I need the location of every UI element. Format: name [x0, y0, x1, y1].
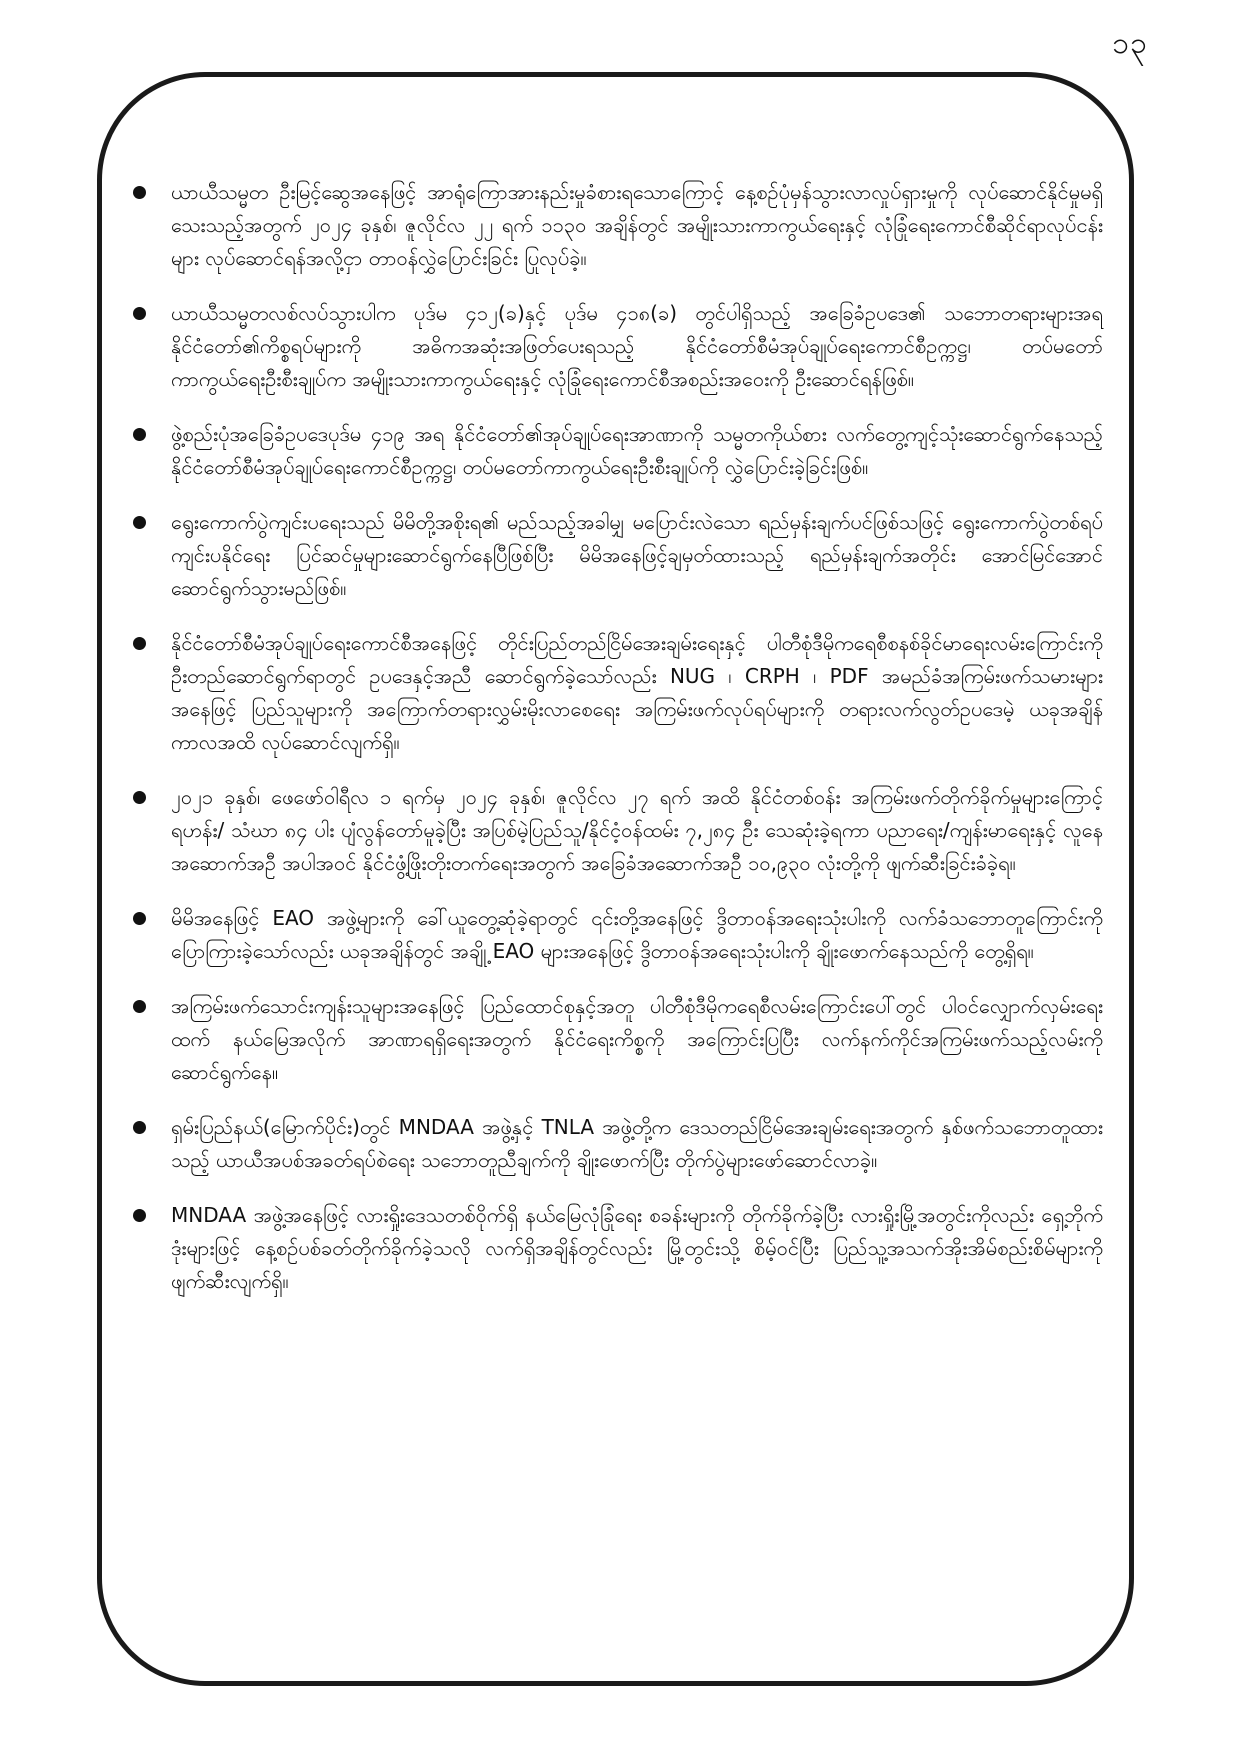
- bullet-dot-icon: [133, 1209, 146, 1222]
- list-item: [128, 418, 1103, 484]
- list-item: [128, 902, 1103, 968]
- list-item: [128, 297, 1103, 396]
- list-item: [128, 506, 1103, 605]
- bullet-dot-icon: [133, 637, 146, 650]
- bullet-list: [128, 176, 1103, 1320]
- list-item-text: ယာယီသမ္မတလစ်လပ်သွားပါက ပုဒ်မ ၄၁၂(ခ)နှင့် ပုဒ်မ ၄၁၈(ခ) တွင်ပါရှိသည့် အခြေခံဥပဒေ၏ သဘောတရားများအရ နိုင်ငံတော်၏ကိစ္စရပ်များကို အဓိကအဆုံးအဖြတ်ပေးရသည့် နိုင်ငံတော်စီမံအုပ်ချုပ်ရေးကောင်စီဥက္ကဋ္ဌ၊ တပ်မတော်ကာကွယ်ရေးဦးစီးချုပ်က အမျိုးသားကာကွယ်ရေးနှင့် လုံခြုံရေးကောင်စီအစည်းအဝေးကို ဦးဆောင်ရန်ဖြစ်။: [171, 301, 1103, 391]
- list-item-text: ရှမ်းပြည်နယ်(မြောက်ပိုင်း)တွင် MNDAA အဖွဲ့နှင့် TNLA အဖွဲ့တို့က ဒေသတည်ငြိမ်အေးချမ်းရေးအတွက် နှစ်ဖက်သဘောတူထားသည့် ယာယီအပစ်အခတ်ရပ်စဲရေး သဘောတူညီချက်ကို ချိုးဖောက်ပြီး တိုက်ပွဲများဖော်ဆောင်လာခဲ့။: [171, 1115, 1103, 1172]
- bullet-dot-icon: [133, 516, 146, 529]
- list-item: [128, 1111, 1103, 1177]
- list-item-text: ဖွဲ့စည်းပုံအခြေခံဥပဒေပုဒ်မ ၄၁၉ အရ နိုင်ငံတော်၏အုပ်ချုပ်ရေးအာဏာကို သမ္မတကိုယ်စား လက်တွေ့ကျင့်သုံးဆောင်ရွက်နေသည့် နိုင်ငံတော်စီမံအုပ်ချုပ်ရေးကောင်စီဥက္ကဋ္ဌ၊ တပ်မတော်ကာကွယ်ရေးဦးစီးချုပ်ကို လွှဲပြောင်းခဲ့ခြင်းဖြစ်။: [171, 422, 1103, 479]
- list-item-text: နိုင်ငံတော်စီမံအုပ်ချုပ်ရေးကောင်စီအနေဖြင့် တိုင်းပြည်တည်ငြိမ်အေးချမ်းရေးနှင့် ပါတီစုံဒီမိုကရေစီစနစ်ခိုင်မာရေးလမ်းကြောင်းကို ဦးတည်ဆောင်ရွက်ရာတွင် ဥပဒေနှင့်အညီ ဆောင်ရွက်ခဲ့သော်လည်း NUG ၊ CRPH ၊ PDF အမည်ခံအကြမ်းဖက်သမားများအနေဖြင့် ပြည်သူများကို အကြောက်တရားလွှမ်းမိုးလာစေရေး အကြမ်းဖက်လုပ်ရပ်များကို တရားလက်လွတ်ဥပဒေမဲ့ ယခုအချိန်ကာလအထိ လုပ်ဆောင်လျက်ရှိ။: [171, 631, 1103, 754]
- list-item: [128, 176, 1103, 275]
- bullet-dot-icon: [133, 912, 146, 925]
- list-item: [128, 781, 1103, 880]
- list-item: [128, 627, 1103, 759]
- page-number: ၁၃: [1112, 26, 1148, 61]
- bullet-dot-icon: [133, 791, 146, 804]
- list-item-text: ရွေးကောက်ပွဲကျင်းပရေးသည် မိမိတို့အစိုးရ၏ မည်သည့်အခါမျှ မပြောင်းလဲသော ရည်မှန်းချက်ပင်ဖြစ်သဖြင့် ရွေးကောက်ပွဲတစ်ရပ်ကျင်းပနိုင်ရေး ပြင်ဆင်မှုများဆောင်ရွက်နေပြီဖြစ်ပြီး မိမိအနေဖြင့်ချမှတ်ထားသည့် ရည်မှန်းချက်အတိုင်း အောင်မြင်အောင် ဆောင်ရွက်သွားမည်ဖြစ်။: [171, 510, 1103, 600]
- bullet-dot-icon: [133, 1000, 146, 1013]
- bullet-dot-icon: [133, 1121, 146, 1134]
- bullet-dot-icon: [133, 186, 146, 199]
- list-item-text: မိမိအနေဖြင့် EAO အဖွဲ့များကို ခေါ်ယူတွေ့ဆုံခဲ့ရာတွင် ၎င်းတို့အနေဖြင့် ဒွိတာဝန်အရေးသုံးပါးကို လက်ခံသဘောတူကြောင်းကို ပြောကြားခဲ့သော်လည်း ယခုအချိန်တွင် အချို့ EAO များအနေဖြင့် ဒွိတာဝန်အရေးသုံးပါးကို ချိုးဖောက်နေသည်ကို တွေ့ရှိရ။: [171, 906, 1103, 963]
- bullet-dot-icon: [133, 428, 146, 441]
- list-item-text: MNDAA အဖွဲ့အနေဖြင့် လားရှိုးဒေသတစ်ဝိုက်ရှိ နယ်မြေလုံခြုံရေး စခန်းများကို တိုက်ခိုက်ခဲ့ပြီး လားရှိုးမြို့အတွင်းကိုလည်း ရှေ့ဘိုက်ဒုံးများဖြင့် နေ့စဉ်ပစ်ခတ်တိုက်ခိုက်ခဲ့သလို လက်ရှိအချိန်တွင်လည်း မြို့တွင်းသို့ စိမ့်ဝင်ပြီး ပြည်သူ့အသက်အိုးအိမ်စည်းစိမ်များကို ဖျက်ဆီးလျက်ရှိ။: [171, 1203, 1103, 1293]
- list-item: [128, 1199, 1103, 1298]
- list-item-text: ယာယီသမ္မတ ဦးမြင့်ဆွေအနေဖြင့် အာရုံကြောအားနည်းမှုခံစားရသောကြောင့် နေ့စဉ်ပုံမှန်သွားလာလှုပ်ရှားမှုကို လုပ်ဆောင်နိုင်မှုမရှိသေးသည့်အတွက် ၂၀၂၄ ခုနှစ်၊ ဇူလိုင်လ ၂၂ ရက် ၁၁၃၀ အချိန်တွင် အမျိုးသားကာကွယ်ရေးနှင့် လုံခြုံရေးကောင်စီဆိုင်ရာလုပ်ငန်းများ လုပ်ဆောင်ရန်အလို့ငှာ တာဝန်လွှဲပြောင်းခြင်း ပြုလုပ်ခဲ့။: [171, 180, 1103, 270]
- bullet-dot-icon: [133, 307, 146, 320]
- list-item: [128, 990, 1103, 1089]
- list-item-text: ၂၀၂၁ ခုနှစ်၊ ဖေဖော်ဝါရီလ ၁ ရက်မှ ၂၀၂၄ ခုနှစ်၊ ဇူလိုင်လ ၂၇ ရက် အထိ နိုင်ငံတစ်ဝန်း အကြမ်းဖက်တိုက်ခိုက်မှုများကြောင့် ရဟန်း/ သံဃာ ၈၄ ပါး ပျံလွန်တော်မူခဲ့ပြီး အပြစ်မဲ့ပြည်သူ/နိုင်ငံ့ဝန်ထမ်း ၇,၂၈၄ ဦး သေဆုံးခဲ့ရကာ ပညာရေး/ကျန်းမာရေးနှင့် လူနေအဆောက်အဦ အပါအဝင် နိုင်ငံဖွံ့ဖြိုးတိုးတက်ရေးအတွက် အခြေခံအဆောက်အဦ ၁၀,၉၃၀ လုံးတို့ကို ဖျက်ဆီးခြင်းခံခဲ့ရ။: [171, 785, 1103, 875]
- list-item-text: အကြမ်းဖက်သောင်းကျန်းသူများအနေဖြင့် ပြည်ထောင်စုနှင့်အတူ ပါတီစုံဒီမိုကရေစီလမ်းကြောင်းပေါ်တွင် ပါဝင်လျှောက်လှမ်းရေးထက် နယ်မြေအလိုက် အာဏာရရှိရေးအတွက် နိုင်ငံရေးကိစ္စကို အကြောင်းပြပြီး လက်နက်ကိုင်အကြမ်းဖက်သည့်လမ်းကို ဆောင်ရွက်နေ။: [171, 994, 1103, 1084]
